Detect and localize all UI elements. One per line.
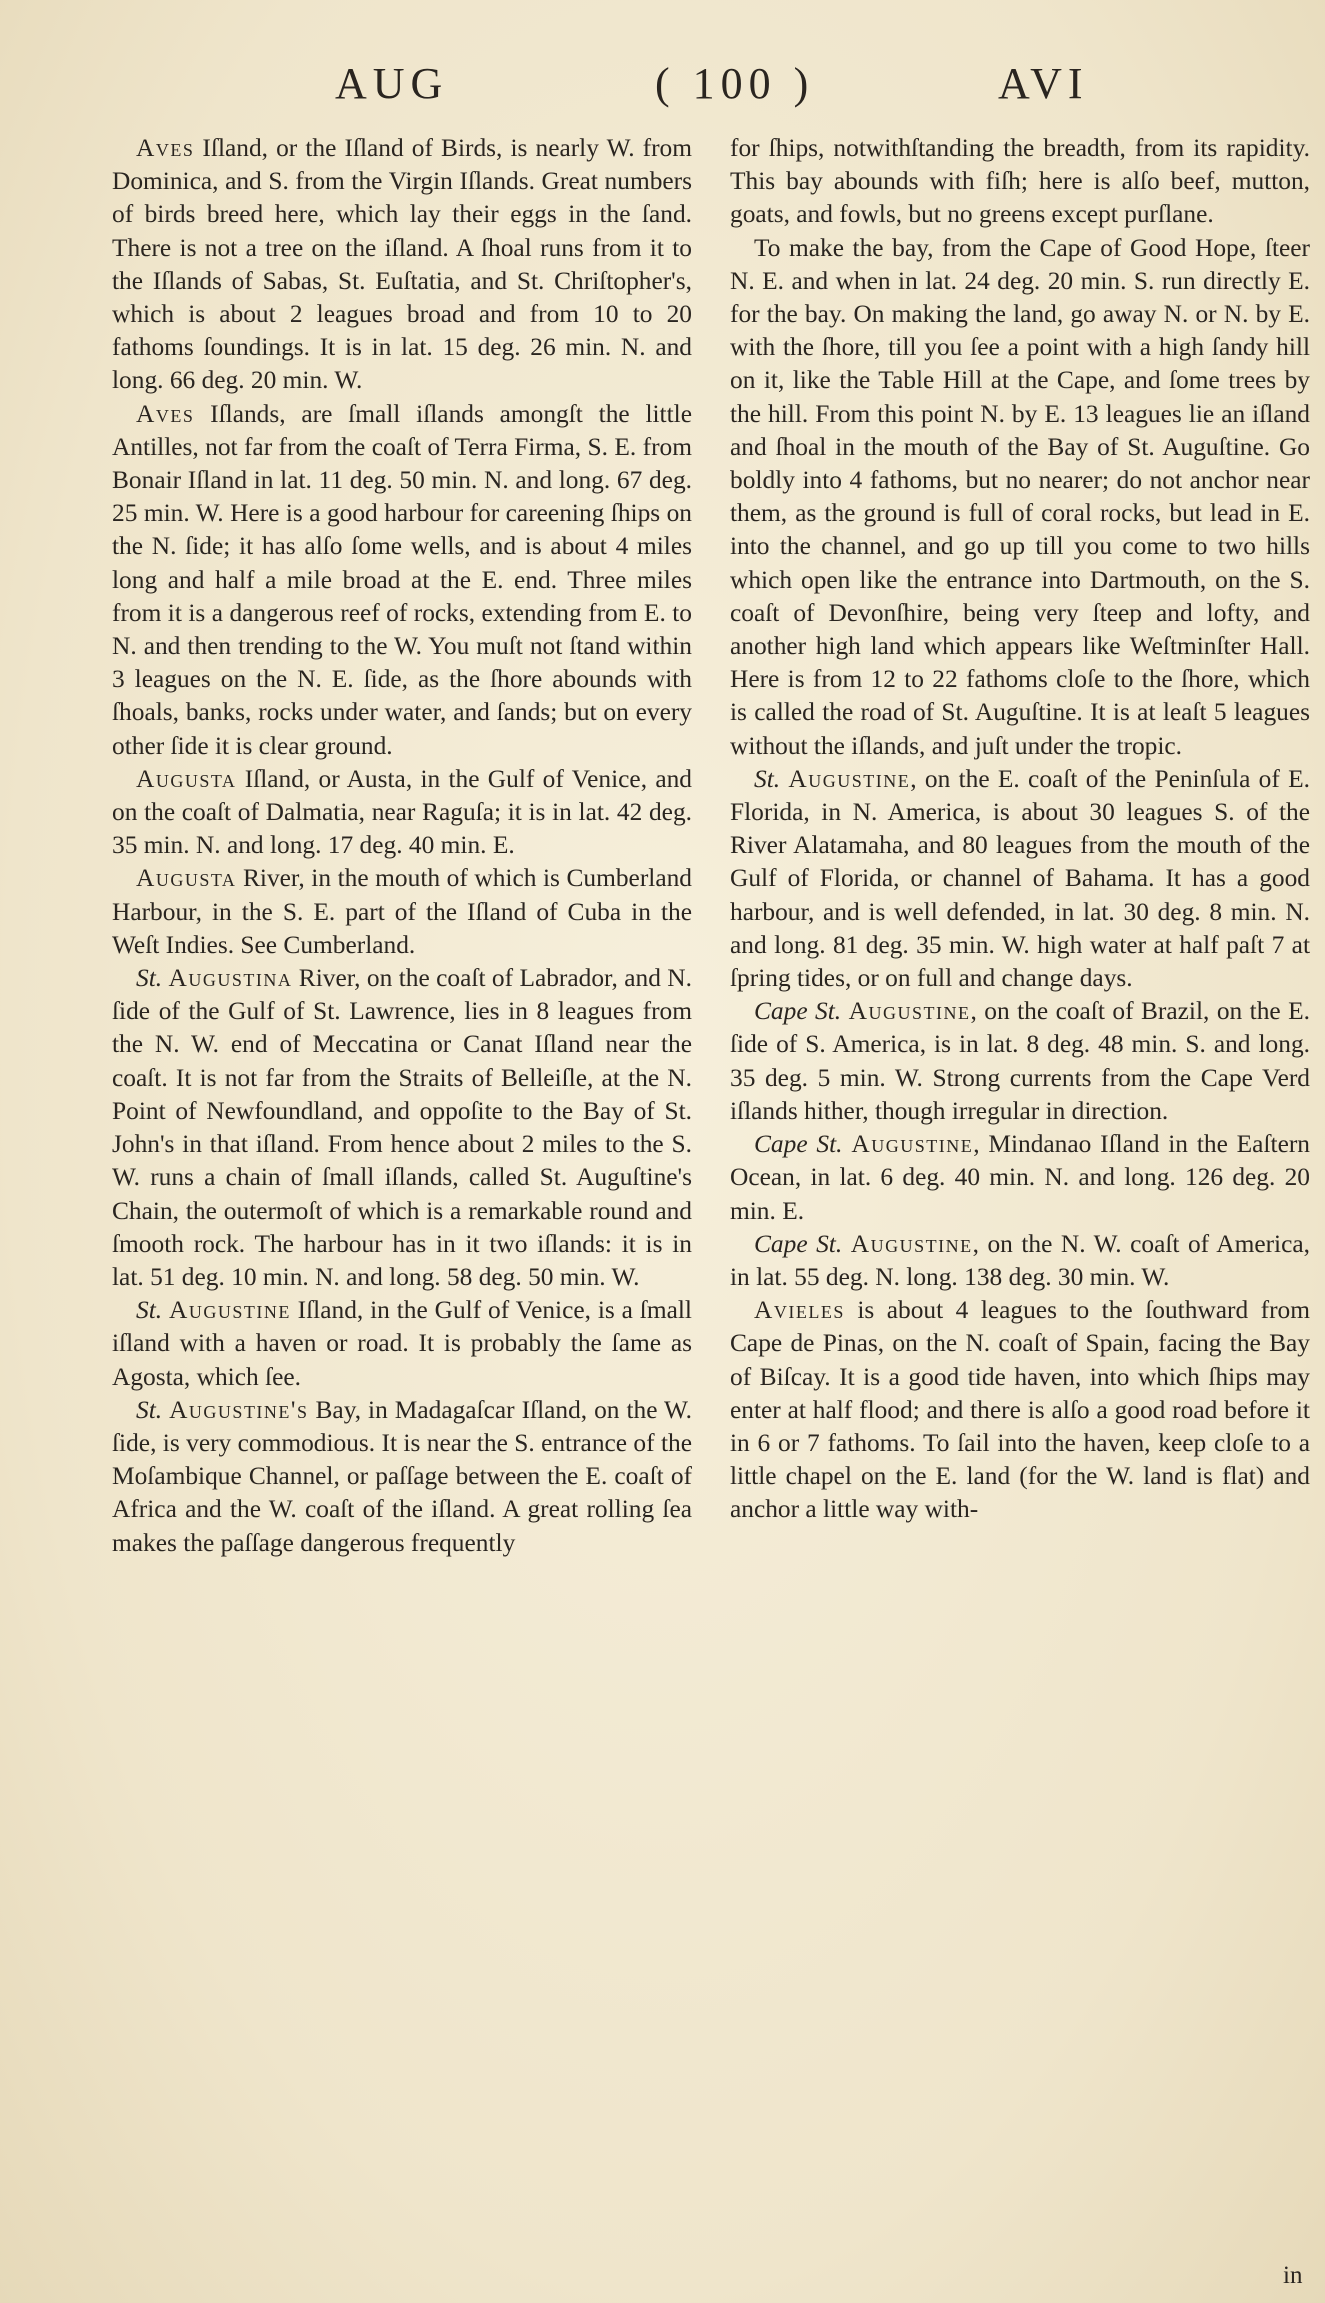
catchword: in: [1283, 2262, 1303, 2289]
header-right: AVI: [998, 59, 1089, 108]
entry: Avieles is about 4 leagues to the ſouthward from Cape de Pinas, on the N. coaſt of Spain, facing the Bay of Biſcay. It is a good tide haven, into which ſhips may enter at half flood; and there is alſo a good road before it in 6 or 7 fathoms. To ſail into the haven, keep cloſe to a little chapel on the E. land (for the W. land is flat) and anchor a little way with-: [730, 1296, 1310, 1524]
left-column: [112, 132, 692, 1560]
right-column: [730, 132, 1310, 1527]
entry: Augusta River, in the mouth of which is Cumberland Harbour, in the S. E. part of the Iſland of Cuba in the Weſt Indies. See Cumberland.: [112, 864, 692, 959]
entry: St. Augustine, on the E. coaſt of the Peninſula of E. Florida, in N. America, is about 30 leagues S. of the River Alatamaha, and 80 leagues from the mouth of the Gulf of Florida, or channel of Bahama. It has a good harbour, and is well defended, in lat. 30 deg. 8 min. N. and long. 81 deg. 35 min. W. high water at half paſt 7 at ſpring tides, or on full and change days.: [730, 764, 1310, 993]
entry: St. Augustina River, on the coaſt of Labrador, and N. ſide of the Gulf of St. Lawrence, lies in 8 leagues from the N. W. end of Meccatina or Canat Iſland near the coaſt. It is not far from the Straits of Belleiſle, at the N. Point of Newfoundland, and oppoſite to the Bay of St. John's in that iſland. From hence about 2 miles to the S. W. runs a chain of ſmall iſlands, called St. Auguſtine's Chain, the outermoſt of which is a remarkable round and ſmooth rock. The harbour has in it two iſlands: it is in lat. 51 deg. 10 min. N. and long. 58 deg. 50 min. W.: [112, 964, 692, 1291]
entry: Aves Iſland, or the Iſland of Birds, is nearly W. from Dominica, and S. from the Virgin Iſlands. Great numbers of birds breed here, which lay their eggs in the ſand. There is not a tree on the iſland. A ſhoal runs from it to the Iſlands of Sabas, St. Euſtatia, and St. Chriſtopher's, which is about 2 leagues broad and from 10 to 20 fathoms ſoundings. It is in lat. 15 deg. 26 min. N. and long. 66 deg. 20 min. W.: [112, 134, 692, 395]
entry: To make the bay, from the Cape of Good Hope, ſteer N. E. and when in lat. 24 deg. 20 min. S. run directly E. for the bay. On making the land, go away N. or N. by E. with the ſhore, till you ſee a point with a high ſandy hill on it, like the Table Hill at the Cape, and ſome trees by the hill. From this point N. by E. 13 leagues lie an iſland and ſhoal in the mouth of the Bay of St. Auguſtine. Go boldly into 4 fathoms, but no nearer; do not anchor near them, as the ground is full of coral rocks, but lead in E. into the channel, and go up till you come to two hills which open like the entrance into Dartmouth, on the S. coaſt of Devonſhire, being very ſteep and lofty, and another high land which appears like Weſtminſter Hall. Here is from 12 to 22 fathoms cloſe to the ſhore, which is called the road of St. Auguſtine. It is at leaſt 5 leagues without the iſlands, and juſt under the tropic.: [730, 233, 1310, 760]
entry: Cape St. Augustine, on the coaſt of Brazil, on the E. ſide of S. America, is in lat. 8 deg. 48 min. S. and long. 35 deg. 5 min. W. Strong currents from the Cape Verd iſlands hither, though irregular in direction.: [730, 997, 1311, 1125]
running-header: [0, 58, 1325, 118]
entry: St. Augustine Iſland, in the Gulf of Venice, is a ſmall iſland with a haven or road. It is probably the ſame as Agosta, which ſee.: [112, 1296, 692, 1391]
entry: Cape St. Augustine, Mindanao Iſland in the Eaſtern Ocean, in lat. 6 deg. 40 min. N. and long. 126 deg. 20 min. E.: [730, 1130, 1310, 1225]
entry: Aves Iſlands, are ſmall iſlands amongſt the little Antilles, not far from the coaſt of Terra Firma, S. E. from Bonair Iſland in lat. 11 deg. 50 min. N. and long. 67 deg. 25 min. W. Here is a good harbour for careening ſhips on the N. ſide; it has alſo ſome wells, and is about 4 miles long and half a mile broad at the E. end. Three miles from it is a dangerous reef of rocks, extending from E. to N. and then trending to the W. You muſt not ſtand within 3 leagues on the N. E. ſide, as the ſhore abounds with ſhoals, banks, rocks under water, and ſands; but on every other ſide it is clear ground.: [112, 399, 692, 760]
header-left: AUG: [335, 59, 449, 108]
entry: Augusta Iſland, or Austa, in the Gulf of Venice, and on the coaſt of Dalmatia, near Raguſa; it is in lat. 42 deg. 35 min. N. and long. 17 deg. 40 min. E.: [112, 764, 692, 860]
entry: St. Augustine's Bay, in Madagaſcar Iſland, on the W. ſide, is very commodious. It is near the S. entrance of the Moſambique Channel, or paſſage between the E. coaſt of Africa and the W. coaſt of the iſland. A great rolling ſea makes the paſſage dangerous frequently: [112, 1395, 692, 1557]
page-number: ( 100 ): [655, 59, 815, 108]
entry: Cape St. Augustine, on the N. W. coaſt of America, in lat. 55 deg. N. long. 138 deg. 30 min. W.: [730, 1229, 1310, 1291]
entry-continuation: for ſhips, notwithſtanding the breadth, from its rapidity. This bay abounds with fiſh; here is alſo beef, mutton, goats, and fowls, but no greens except purſlane.: [730, 134, 1310, 229]
